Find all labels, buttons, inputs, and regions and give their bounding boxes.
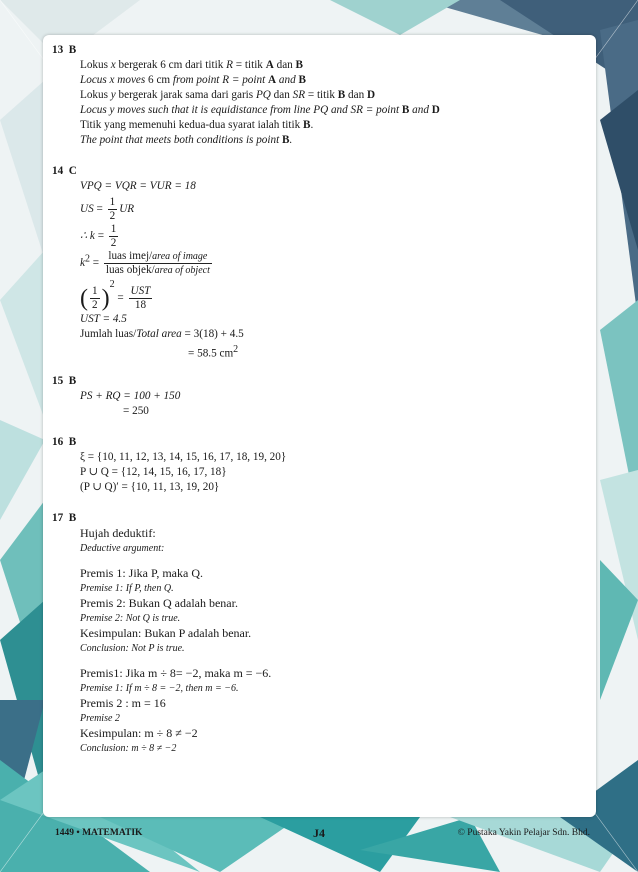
q13-line-1: Lokus x bergerak 6 cm dari titik R = titik A dan B — [80, 59, 304, 71]
answer-sheet-card — [43, 35, 596, 817]
q14-total-area: Jumlah luas/Total area = 3(18) + 4.5 — [80, 327, 244, 340]
ust-fraction: $\frac{\text{UST}}{18}$ — [130, 284, 151, 311]
half-fraction: $\frac{1}{2}$ — [92, 284, 98, 311]
question-number: 16 B — [52, 435, 77, 448]
q14-line-1: VPQ = VQR = VUR = 18 — [80, 180, 196, 192]
q14-ust-result: UST = 4.5 — [80, 312, 127, 325]
footer-copyright: © Pustaka Yakin Pelajar Sdn. Bhd. — [457, 828, 590, 838]
half-fraction: $\frac{1}{2}$ — [110, 223, 117, 249]
q13-line-5: Titik yang memenuhi kedua-dua syarat ialah titik B. — [80, 119, 314, 131]
q17-example-premise-2: Premis 2 : m = 16 — [80, 695, 166, 710]
q16-complement-set: (P ∪ Q)′ = {10, 11, 13, 19, 20} — [80, 480, 220, 493]
question-number: 14 C — [52, 165, 77, 177]
question-14 — [52, 164, 592, 362]
q13-line-2: Locus x moves 6 cm from point R = point A and B — [80, 74, 306, 86]
q14-k2-ratio: $k^2$ = $\frac{\text{luas imej/area of image}}{\text{luas objek/area of object}}$ — [80, 250, 210, 276]
q17-premise-2: Premis 2: Bukan Q adalah benar. — [80, 595, 238, 610]
footer-subject: 1449 • MATEMATIK — [55, 828, 143, 838]
q13-line-3: Lokus y bergerak jarak sama dari garis PQ dan SR = titik B dan D — [80, 89, 376, 101]
q17-conclusion: Kesimpulan: Bukan P adalah benar. — [80, 625, 252, 640]
q17-heading-english: Deductive argument: — [80, 542, 165, 554]
q17-premise-2-en: Premise 2: Not Q is true. — [80, 612, 181, 624]
q17-example-conclusion: Kesimpulan: m ÷ 8 ≠ −2 — [80, 725, 198, 740]
q17-premise-1-en: Premise 1: If P, then Q. — [80, 582, 174, 594]
q17-conclusion-en: Conclusion: Not P is true. — [80, 642, 185, 654]
q14-squared-equation: ( $\frac{1}{2}$ )$^2$ = $\frac{\text{UST}}{18}$ — [80, 279, 151, 312]
q17-heading-malay: Hujah deduktif: — [80, 525, 156, 540]
question-17 — [52, 511, 592, 756]
page-footer — [55, 826, 590, 842]
question-number: 15 B — [52, 374, 77, 387]
q14-total-area-result: = 58.5 $cm^2$ — [188, 343, 239, 360]
page-number: J4 — [313, 826, 325, 840]
question-number: 17 B — [52, 511, 77, 524]
question-15 — [52, 374, 592, 419]
half-fraction: $\frac{1}{2}$ — [109, 196, 116, 222]
q15-line-1: PS + RQ = 100 + 150 — [80, 389, 181, 402]
q13-line-6: The point that meets both conditions is point B. — [80, 134, 293, 146]
q14-us-equation: US = $\frac{1}{2}$ UR — [80, 196, 135, 222]
q17-example-premise-1: Premis1: Jika m ÷ 8= −2, maka m = −6. — [80, 665, 272, 680]
q15-line-2: = 250 — [123, 404, 149, 417]
q13-line-4: Locus y moves such that it is equidistance from line PQ and SR = point B and D — [80, 104, 440, 116]
q16-universal-set: ξ = {10, 11, 12, 13, 14, 15, 16, 17, 18, 19, 20} — [80, 450, 287, 463]
q16-union-set: P ∪ Q = {12, 14, 15, 16, 17, 18} — [80, 465, 227, 478]
q14-k-equation: ∴ k = $\frac{1}{2}$ — [80, 223, 117, 249]
question-16 — [52, 435, 592, 495]
q17-example-premise-1-en: Premise 1: If m ÷ 8 = −2, then m = −6. — [80, 682, 239, 694]
question-13 — [52, 43, 592, 148]
area-ratio-fraction: $\frac{\text{luas imej/area of image}}{\text{luas objek/area of object}}$ — [105, 250, 210, 276]
q17-premise-1: Premis 1: Jika P, maka Q. — [80, 565, 203, 580]
question-number: 13 B — [52, 44, 77, 56]
q17-example-premise-2-en: Premise 2 — [80, 712, 120, 724]
q17-example-conclusion-en: Conclusion: m ÷ 8 ≠ −2 — [80, 742, 177, 754]
